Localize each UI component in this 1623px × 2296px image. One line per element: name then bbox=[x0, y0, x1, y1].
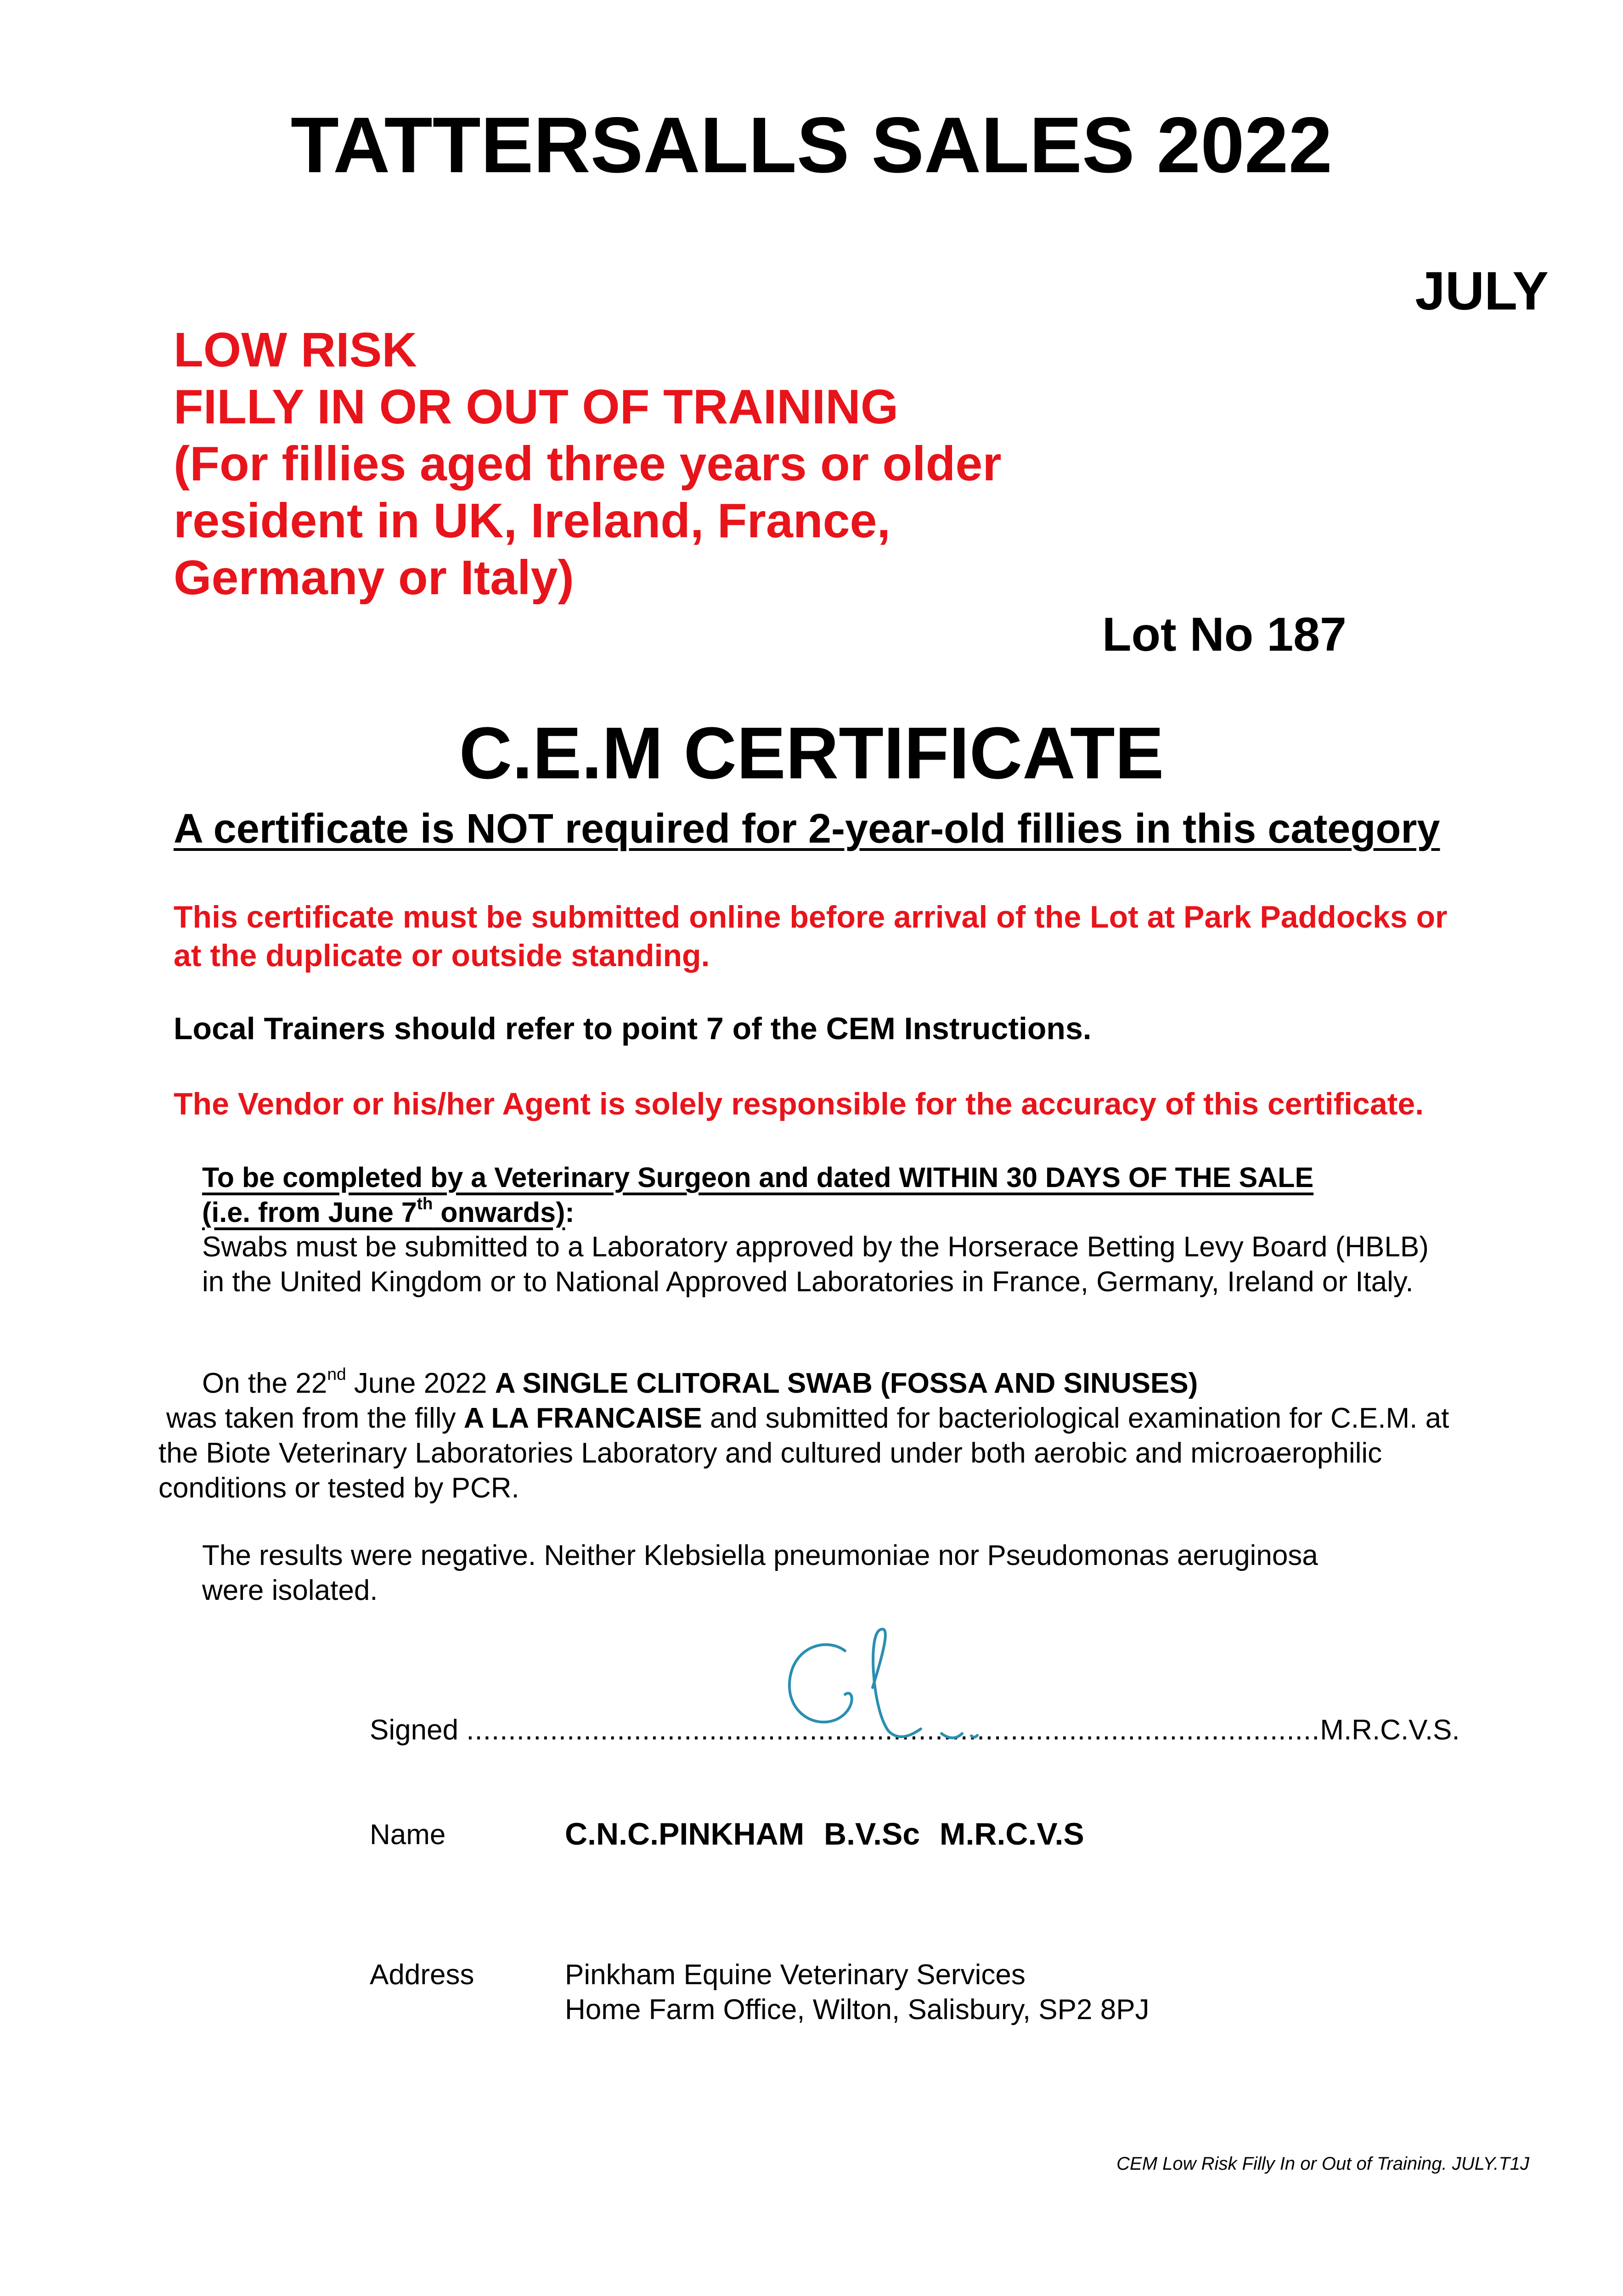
local-trainers-note: Local Trainers should refer to point 7 of the CEM Instructions. bbox=[174, 1011, 1092, 1046]
sale-month: JULY bbox=[1415, 261, 1549, 321]
vet-body-line: Swabs must be submitted to a Laboratory approved by the Horserace Betting Levy Board (HBLB) bbox=[202, 1231, 1429, 1263]
sale-title: TATTERSALLS SALES 2022 bbox=[290, 101, 1333, 189]
handwritten-signature bbox=[776, 1619, 983, 1756]
vet-heading-line: To be completed by a Veterinary Surgeon and dated WITHIN 30 DAYS OF THE SALE bbox=[202, 1162, 1314, 1193]
category-line: FILLY IN OR OUT OF TRAINING bbox=[174, 380, 899, 434]
horse-line-post: and submitted for bacteriological examination for C.E.M. at bbox=[702, 1402, 1449, 1434]
result-date-line bbox=[202, 1366, 1198, 1401]
vet-heading-line bbox=[202, 1195, 1313, 1230]
address-line: Pinkham Equine Veterinary Services bbox=[565, 1959, 1026, 1991]
signature-suffix: M.R.C.V.S. bbox=[1320, 1714, 1460, 1746]
result-horse-line bbox=[166, 1401, 1449, 1436]
date-prefix: On the 22 bbox=[202, 1367, 327, 1399]
vet-heading-onwards: onwards) bbox=[433, 1197, 565, 1228]
certificate-notice: A certificate is NOT required for 2-year-old fillies in this category bbox=[174, 806, 1440, 852]
footer-reference: CEM Low Risk Filly In or Out of Training. JULY.T1J bbox=[1116, 2154, 1529, 2174]
category-line: LOW RISK bbox=[174, 323, 417, 377]
certificate-title: C.E.M CERTIFICATE bbox=[459, 712, 1164, 794]
vendor-responsibility-note: The Vendor or his/her Agent is solely responsible for the accuracy of this certificate. bbox=[174, 1086, 1424, 1121]
lot-value: 187 bbox=[1267, 608, 1347, 661]
submission-instruction bbox=[174, 898, 1448, 975]
submission-line: at the duplicate or outside standing. bbox=[174, 938, 710, 973]
name-label: Name bbox=[370, 1819, 446, 1851]
category-line: resident in UK, Ireland, France, bbox=[174, 494, 890, 548]
date-suffix: nd bbox=[327, 1364, 346, 1384]
category-line: Germany or Italy) bbox=[174, 551, 574, 605]
signed-label: Signed bbox=[370, 1714, 467, 1746]
address-line: Home Farm Office, Wilton, Salisbury, SP2 8PJ bbox=[565, 1994, 1150, 2026]
vet-heading-sup: th bbox=[417, 1194, 433, 1213]
category-line: (For fillies aged three years or older bbox=[174, 437, 1002, 491]
category-block bbox=[174, 321, 1002, 606]
negative-result-line: were isolated. bbox=[202, 1575, 378, 1606]
lot-number bbox=[1102, 608, 1347, 661]
signature-dots: ...................................................................................................... bbox=[466, 1714, 1320, 1746]
lot-label: Lot No bbox=[1102, 608, 1254, 661]
result-method-line: conditions or tested by PCR. bbox=[158, 1472, 519, 1504]
vet-section-body bbox=[202, 1230, 1429, 1300]
submission-line: This certificate must be submitted online before arrival of the Lot at Park Paddocks or bbox=[174, 900, 1448, 934]
horse-name: A LA FRANCAISE bbox=[463, 1402, 702, 1434]
negative-result-line: The results were negative. Neither Klebsiella pneumoniae nor Pseudomonas aeruginosa bbox=[202, 1540, 1318, 1571]
vet-section-heading bbox=[202, 1160, 1313, 1230]
horse-line-pre: was taken from the filly bbox=[166, 1402, 464, 1434]
swab-type: A SINGLE CLITORAL SWAB (FOSSA AND SINUSES) bbox=[495, 1367, 1198, 1399]
vet-heading-colon: : bbox=[565, 1197, 575, 1228]
vet-body-line: in the United Kingdom or to National Approved Laboratories in France, Germany, Ireland or Italy. bbox=[202, 1266, 1414, 1298]
vet-name: C.N.C.PINKHAM B.V.Sc M.R.C.V.S bbox=[565, 1817, 1084, 1851]
vet-heading-date: (i.e. from June 7 bbox=[202, 1197, 417, 1228]
result-lab-line: the Biote Veterinary Laboratories Laboratory and cultured under both aerobic and microaerophilic bbox=[158, 1437, 1382, 1469]
address-label: Address bbox=[370, 1959, 474, 1991]
date-rest: June 2022 bbox=[346, 1367, 495, 1399]
